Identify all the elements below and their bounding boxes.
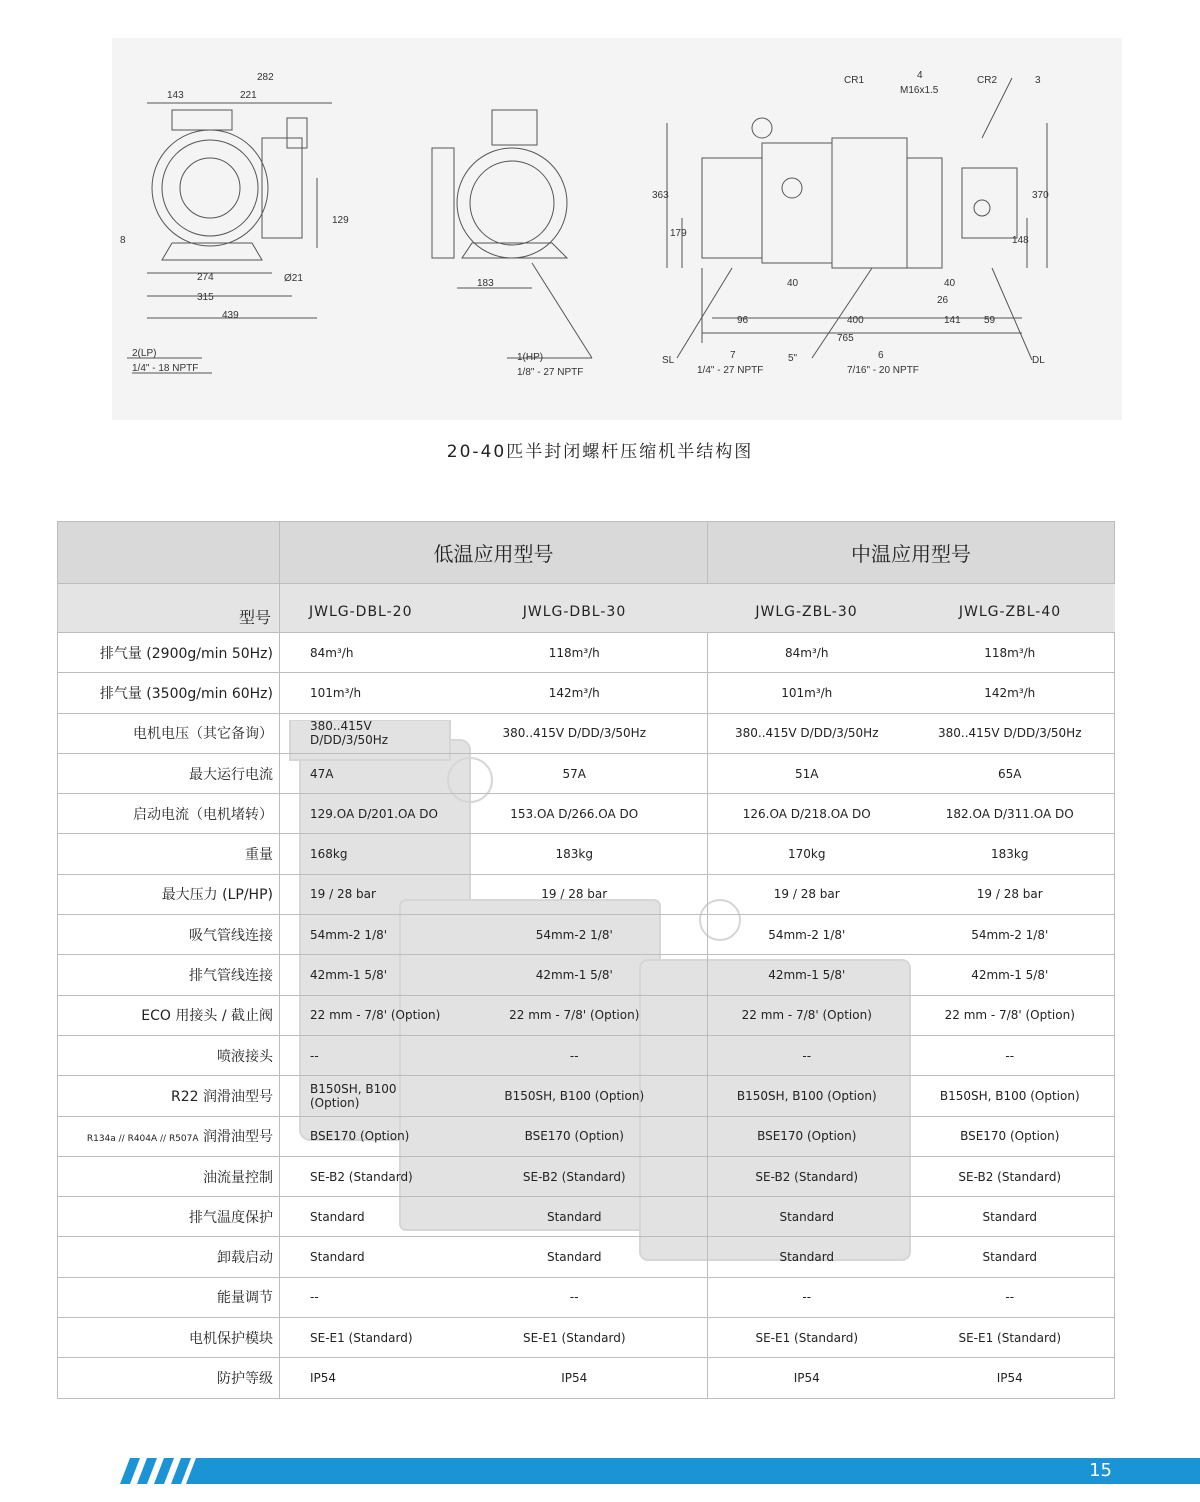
spec-value: 101m³/h (280, 673, 442, 713)
spec-value: 54mm-2 1/8' (906, 915, 1115, 955)
spec-value: 47A (280, 753, 442, 793)
dim-label: 8 (120, 235, 126, 246)
spec-value: SE-B2 (Standard) (280, 1156, 442, 1196)
spec-row (58, 1277, 1115, 1317)
callout-label: 1/4" - 27 NPTF (697, 365, 764, 376)
dim-label: 315 (197, 292, 214, 303)
spec-value: B150SH, B100 (Option) (280, 1076, 442, 1116)
callout-label: DL (1032, 355, 1045, 366)
dim-label: 282 (257, 72, 274, 83)
dim-label: 40 (944, 278, 956, 289)
spec-label (58, 834, 280, 874)
spec-value: 101m³/h (708, 673, 906, 713)
dim-label: 26 (937, 295, 949, 306)
spec-row (58, 1318, 1115, 1358)
spec-row (58, 1237, 1115, 1277)
spec-label-text: ECO 用接头 / 截止阀 (141, 1008, 273, 1025)
spec-row (58, 633, 1115, 673)
spec-label-text: 油流量控制 (203, 1169, 273, 1186)
spec-label-text: 排气管线连接 (189, 968, 273, 985)
spec-label (58, 633, 280, 673)
group-header-row (58, 522, 1115, 584)
spec-value: Standard (280, 1237, 442, 1277)
footer-stripe (120, 1458, 140, 1484)
dim-label: 370 (1032, 190, 1049, 201)
spec-label (58, 1076, 280, 1116)
spec-value: 129.OA D/201.OA DO (280, 794, 442, 834)
spec-value: IP54 (442, 1358, 708, 1398)
drawing-svg (112, 38, 1122, 420)
spec-row (58, 1035, 1115, 1075)
spec-label-text: 喷液接头 (217, 1048, 273, 1065)
spec-value: 54mm-2 1/8' (442, 915, 708, 955)
dim-label: 363 (652, 190, 669, 201)
spec-value: 57A (442, 753, 708, 793)
technical-drawing (112, 38, 1122, 420)
spec-row (58, 834, 1115, 874)
spec-label-text: 最大压力 (LP/HP) (161, 887, 273, 904)
spec-label-text: R22 润滑油型号 (171, 1088, 273, 1105)
dim-label: 221 (240, 90, 257, 101)
callout-label: 7 (730, 350, 736, 361)
spec-label (58, 794, 280, 834)
spec-row (58, 874, 1115, 914)
spec-value: SE-E1 (Standard) (708, 1318, 906, 1358)
spec-value: -- (280, 1035, 442, 1075)
callout-label: 3 (1035, 75, 1041, 86)
footer-band (186, 1458, 1200, 1484)
spec-value: 19 / 28 bar (442, 874, 708, 914)
spec-value: 170kg (708, 834, 906, 874)
spec-row (58, 955, 1115, 995)
page-number: 15 (1089, 1460, 1112, 1481)
spec-value: 22 mm - 7/8' (Option) (280, 995, 442, 1035)
spec-row (58, 673, 1115, 713)
group-mid-temp: 中温应用型号 (708, 522, 1115, 584)
spec-value: SE-E1 (Standard) (906, 1318, 1115, 1358)
spec-value: -- (708, 1035, 906, 1075)
spec-value: 84m³/h (280, 633, 442, 673)
spec-value: 183kg (442, 834, 708, 874)
model-label: 型号 (58, 584, 280, 633)
spec-value: 142m³/h (442, 673, 708, 713)
spec-label-text: 排气量 (2900g/min 50Hz) (99, 645, 273, 662)
spec-row (58, 753, 1115, 793)
spec-value: Standard (906, 1237, 1115, 1277)
spec-table (57, 521, 1115, 1399)
spec-row (58, 1156, 1115, 1196)
spec-row (58, 1358, 1115, 1398)
spec-label-text: 电机电压（其它备询） (133, 726, 273, 743)
dim-label: 439 (222, 310, 239, 321)
spec-value: Standard (708, 1237, 906, 1277)
dim-label: 179 (670, 228, 687, 239)
callout-label: 6 (878, 350, 884, 361)
spec-value: IP54 (906, 1358, 1115, 1398)
spec-label (58, 1116, 280, 1156)
spec-label (58, 1318, 280, 1358)
dim-label: Ø21 (284, 273, 303, 284)
spec-label-text: 吸气管线连接 (189, 927, 273, 944)
spec-label (58, 1237, 280, 1277)
dim-label: 129 (332, 215, 349, 226)
model-name: JWLG-ZBL-30 (708, 584, 906, 633)
spec-value: -- (708, 1277, 906, 1317)
spec-label (58, 955, 280, 995)
spec-value: BSE170 (Option) (280, 1116, 442, 1156)
spec-value: 22 mm - 7/8' (Option) (442, 995, 708, 1035)
spec-label (58, 874, 280, 914)
spec-value: 118m³/h (906, 633, 1115, 673)
spec-label-text: 卸载启动 (217, 1250, 273, 1267)
port-label: 2(LP) (132, 348, 157, 359)
model-name: JWLG-ZBL-40 (906, 584, 1115, 633)
spec-value: 84m³/h (708, 633, 906, 673)
spec-value: 183kg (906, 834, 1115, 874)
spec-value: 54mm-2 1/8' (708, 915, 906, 955)
spec-label-refrigerants: R134a // R404A // R507A (86, 1134, 199, 1145)
spec-value: 51A (708, 753, 906, 793)
port-label: 1(HP) (517, 352, 544, 363)
port-thread: 1/8" - 27 NPTF (517, 367, 584, 378)
footer-bar (112, 1458, 1200, 1484)
dim-label: 183 (477, 278, 494, 289)
model-name: JWLG-DBL-20 (280, 584, 442, 633)
spec-value: IP54 (280, 1358, 442, 1398)
spec-row (58, 713, 1115, 753)
footer-stripe (154, 1458, 174, 1484)
spec-label-text: 排气量 (3500g/min 60Hz) (99, 685, 273, 702)
spec-value: 19 / 28 bar (280, 874, 442, 914)
spec-value: SE-B2 (Standard) (708, 1156, 906, 1196)
spec-label (58, 1197, 280, 1237)
spec-label (58, 915, 280, 955)
group-header-blank (58, 522, 280, 584)
spec-value: 142m³/h (906, 673, 1115, 713)
spec-label (58, 753, 280, 793)
drawing-labels (120, 70, 1049, 378)
spec-value: 19 / 28 bar (906, 874, 1115, 914)
dim-label: 143 (167, 90, 184, 101)
spec-label-text: 最大运行电流 (189, 766, 273, 783)
spec-value: 42mm-1 5/8' (442, 955, 708, 995)
callout-label: 7/16" - 20 NPTF (847, 365, 919, 376)
spec-value: B150SH, B100 (Option) (442, 1076, 708, 1116)
spec-row (58, 1076, 1115, 1116)
spec-value: 153.OA D/266.OA DO (442, 794, 708, 834)
spec-value: SE-E1 (Standard) (442, 1318, 708, 1358)
callout-label: 4 (917, 70, 923, 81)
dim-label: 148 (1012, 235, 1029, 246)
footer-stripe (137, 1458, 157, 1484)
spec-value: 22 mm - 7/8' (Option) (906, 995, 1115, 1035)
spec-value: Standard (708, 1197, 906, 1237)
spec-label (58, 995, 280, 1035)
callout-label: CR1 (844, 75, 865, 86)
spec-value: 380..415V D/DD/3/50Hz (280, 713, 442, 753)
spec-value: 42mm-1 5/8' (280, 955, 442, 995)
spec-rows (58, 633, 1115, 1399)
dim-label: 400 (847, 315, 864, 326)
spec-value: 42mm-1 5/8' (708, 955, 906, 995)
port-thread: 1/4" - 18 NPTF (132, 363, 199, 374)
spec-value: -- (906, 1035, 1115, 1075)
spec-label (58, 1035, 280, 1075)
spec-value: SE-B2 (Standard) (906, 1156, 1115, 1196)
spec-row (58, 1116, 1115, 1156)
spec-label-text: 润滑油型号 (203, 1129, 273, 1146)
callout-label: M16x1.5 (900, 85, 939, 96)
spec-value: 380..415V D/DD/3/50Hz (442, 713, 708, 753)
spec-value: 126.OA D/218.OA DO (708, 794, 906, 834)
spec-label (58, 1156, 280, 1196)
callout-label: CR2 (977, 75, 998, 86)
spec-value: -- (442, 1035, 708, 1075)
spec-value: B150SH, B100 (Option) (906, 1076, 1115, 1116)
spec-label (58, 1277, 280, 1317)
spec-value: IP54 (708, 1358, 906, 1398)
spec-value: Standard (906, 1197, 1115, 1237)
drawing-caption: 20-40匹半封闭螺杆压缩机半结构图 (446, 442, 754, 462)
spec-value: 19 / 28 bar (708, 874, 906, 914)
spec-value: SE-E1 (Standard) (280, 1318, 442, 1358)
spec-label (58, 673, 280, 713)
dim-label: 765 (837, 333, 854, 344)
spec-value: 380..415V D/DD/3/50Hz (906, 713, 1115, 753)
callout-label: 5" (788, 353, 798, 364)
spec-value: 182.OA D/311.OA DO (906, 794, 1115, 834)
spec-value: 22 mm - 7/8' (Option) (708, 995, 906, 1035)
dim-label: 96 (737, 315, 749, 326)
spec-label-text: 重量 (245, 847, 273, 864)
dim-label: 141 (944, 315, 961, 326)
model-row (58, 584, 1115, 633)
spec-label-text: 启动电流（电机堵转） (133, 806, 273, 823)
spec-row (58, 794, 1115, 834)
spec-value: Standard (442, 1197, 708, 1237)
spec-label-text: 排气温度保护 (189, 1209, 273, 1226)
spec-value: -- (906, 1277, 1115, 1317)
group-low-temp: 低温应用型号 (280, 522, 708, 584)
spec-value: BSE170 (Option) (906, 1116, 1115, 1156)
spec-value: Standard (442, 1237, 708, 1277)
dim-label: 40 (787, 278, 799, 289)
spec-label-text: 防护等级 (217, 1370, 273, 1387)
spec-value: Standard (280, 1197, 442, 1237)
spec-label-text: 电机保护模块 (189, 1330, 273, 1347)
dim-label: 59 (984, 315, 996, 326)
spec-value: BSE170 (Option) (442, 1116, 708, 1156)
spec-value: 65A (906, 753, 1115, 793)
spec-value: BSE170 (Option) (708, 1116, 906, 1156)
spec-value: -- (442, 1277, 708, 1317)
spec-row (58, 1197, 1115, 1237)
model-name: JWLG-DBL-30 (442, 584, 708, 633)
spec-row (58, 995, 1115, 1035)
spec-value: B150SH, B100 (Option) (708, 1076, 906, 1116)
spec-value: 380..415V D/DD/3/50Hz (708, 713, 906, 753)
spec-value: -- (280, 1277, 442, 1317)
spec-label (58, 713, 280, 753)
callout-label: SL (662, 355, 675, 366)
dim-label: 274 (197, 272, 214, 283)
spec-value: SE-B2 (Standard) (442, 1156, 708, 1196)
spec-value: 168kg (280, 834, 442, 874)
spec-value: 54mm-2 1/8' (280, 915, 442, 955)
spec-value: 118m³/h (442, 633, 708, 673)
spec-label (58, 1358, 280, 1398)
spec-label-text: 能量调节 (217, 1290, 273, 1307)
spec-value: 42mm-1 5/8' (906, 955, 1115, 995)
spec-row (58, 915, 1115, 955)
